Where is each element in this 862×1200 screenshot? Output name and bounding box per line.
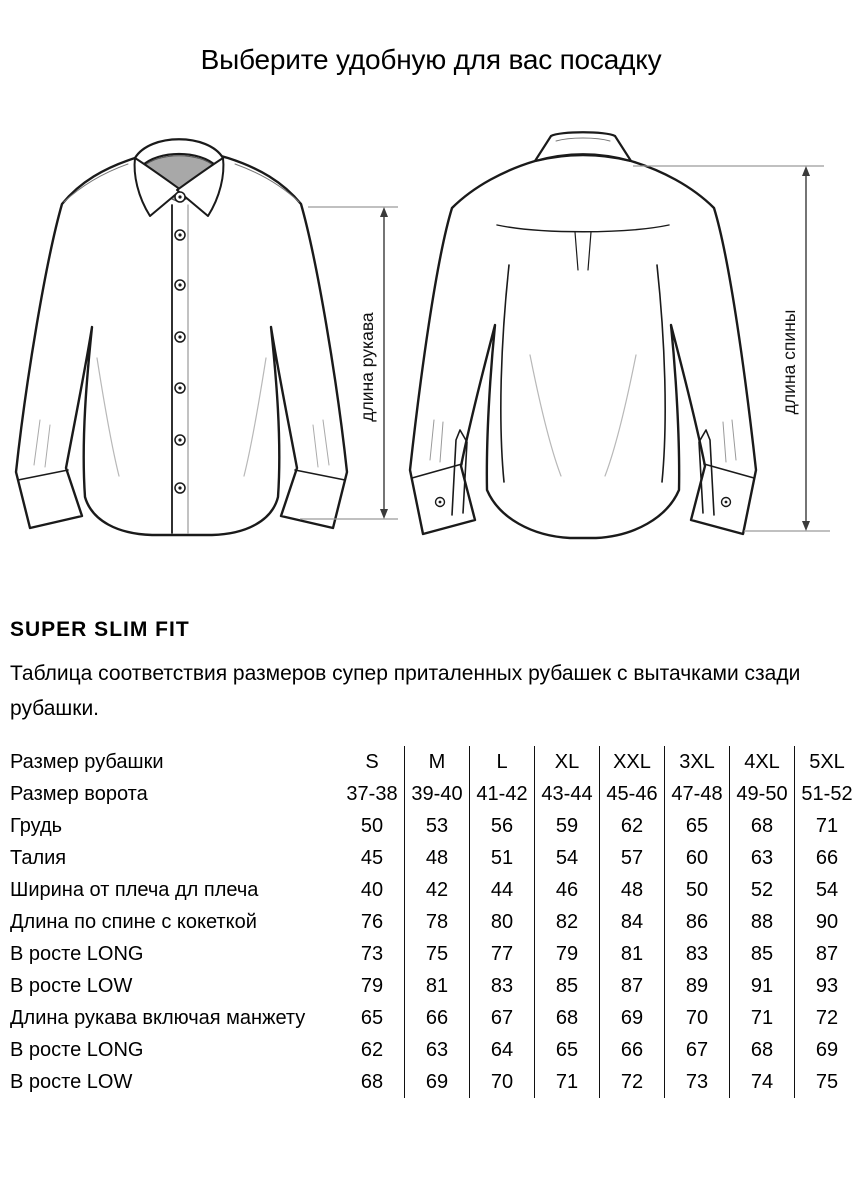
size-value-cell: 75 [405,938,470,970]
table-row [10,746,859,778]
size-value-cell: 60 [665,842,730,874]
size-value-cell: 65 [535,1034,600,1066]
size-value-cell: 42 [405,874,470,906]
shirt-front-drawing [16,139,347,535]
size-value-cell: 66 [405,1002,470,1034]
size-value-cell: 54 [795,874,860,906]
size-value-cell: 63 [730,842,795,874]
fit-heading: SUPER SLIM FIT [10,618,190,641]
row-label: В росте LONG [10,1038,144,1061]
row-label: Талия [10,846,67,869]
size-value-cell: 73 [360,942,384,965]
size-value-cell: 67 [470,1002,535,1034]
size-value-cell: M [405,746,470,778]
size-value-cell: 90 [795,906,860,938]
size-value-cell: 45 [360,846,384,869]
size-value-cell: 93 [795,970,860,1002]
size-table-body [10,746,859,1098]
size-value-cell: 81 [600,938,665,970]
size-value-cell: 68 [535,1002,600,1034]
table-row [10,970,859,1002]
row-label: В росте LONG [10,942,144,965]
back-dim-arrowhead-bottom [802,521,810,531]
size-value-cell: 69 [795,1034,860,1066]
size-value-cell: 50 [360,814,384,837]
size-value-cell: 83 [665,938,730,970]
shirt-diagram-svg [0,120,862,580]
size-value-cell: 63 [405,1034,470,1066]
size-value-cell: 51 [470,842,535,874]
size-value-cell: 67 [665,1034,730,1066]
table-row [10,810,859,842]
size-value-cell: 68 [730,1034,795,1066]
size-value-cell: 39-40 [405,778,470,810]
table-row [10,842,859,874]
size-value-cell: 3XL [665,746,730,778]
size-value-cell: 85 [535,970,600,1002]
row-label: Ширина от плеча дл плеча [10,878,259,901]
size-value-cell: 77 [470,938,535,970]
row-label: В росте LOW [10,1070,133,1093]
size-value-cell: 65 [360,1006,384,1029]
table-row [10,874,859,906]
size-value-cell: 40 [360,878,384,901]
size-value-cell: 88 [730,906,795,938]
size-value-cell: 71 [795,810,860,842]
size-value-cell: 62 [600,810,665,842]
shirt-diagram [0,120,862,580]
size-value-cell: 76 [360,910,384,933]
size-value-cell: 81 [405,970,470,1002]
size-value-cell: 46 [535,874,600,906]
size-value-cell: 49-50 [730,778,795,810]
shirt-back-drawing [410,132,756,538]
size-value-cell: 4XL [730,746,795,778]
size-value-cell: 72 [795,1002,860,1034]
fit-description: Таблица соответствия размеров супер приталенных рубашек с вытачками сзади рубашки. [10,662,801,720]
size-value-cell: 68 [360,1070,384,1093]
size-value-cell: 47-48 [665,778,730,810]
size-value-cell: L [470,746,535,778]
table-row [10,1066,859,1098]
size-value-cell: 84 [600,906,665,938]
size-value-cell: 69 [600,1002,665,1034]
size-value-cell: 71 [730,1002,795,1034]
table-row [10,906,859,938]
back-body-outline [410,155,756,538]
size-value-cell: 62 [360,1038,384,1061]
size-value-cell: 57 [600,842,665,874]
size-value-cell: 37-38 [346,782,398,805]
row-label: Размер ворота [10,782,148,805]
page-title: Выберите удобную для вас посадку [200,44,662,75]
size-value-cell: 50 [665,874,730,906]
size-value-cell: 48 [600,874,665,906]
size-value-cell: 48 [405,842,470,874]
size-value-cell: 73 [665,1066,730,1098]
row-label: Длина рукава включая манжету [10,1006,306,1029]
size-value-cell: 86 [665,906,730,938]
size-value-cell: 41-42 [470,778,535,810]
size-value-cell: S [365,750,379,773]
size-value-cell: 44 [470,874,535,906]
size-value-cell: 52 [730,874,795,906]
size-value-cell: 66 [795,842,860,874]
table-row [10,1002,859,1034]
row-label: Длина по спине с кокеткой [10,910,257,933]
size-value-cell: XL [535,746,600,778]
size-value-cell: 85 [730,938,795,970]
row-label: Размер рубашки [10,750,164,773]
size-value-cell: 70 [665,1002,730,1034]
size-value-cell: 51-52 [795,778,860,810]
size-value-cell: 69 [405,1066,470,1098]
size-value-cell: 59 [535,810,600,842]
size-value-cell: XXL [600,746,665,778]
size-value-cell: 70 [470,1066,535,1098]
size-value-cell: 43-44 [535,778,600,810]
size-value-cell: 79 [360,974,384,997]
size-value-cell: 5XL [795,746,860,778]
size-value-cell: 65 [665,810,730,842]
row-label: Грудь [10,814,63,837]
size-value-cell: 82 [535,906,600,938]
size-value-cell: 83 [470,970,535,1002]
table-row [10,1034,859,1066]
size-value-cell: 78 [405,906,470,938]
size-value-cell: 71 [535,1066,600,1098]
row-label: В росте LOW [10,974,133,997]
back-length-label: длина спины [779,309,799,415]
sleeve-dim-arrowhead-bottom [380,509,388,519]
size-value-cell: 91 [730,970,795,1002]
back-dim-arrowhead-top [802,166,810,176]
size-value-cell: 53 [405,810,470,842]
size-value-cell: 56 [470,810,535,842]
size-value-cell: 80 [470,906,535,938]
size-value-cell: 75 [795,1066,860,1098]
size-value-cell: 72 [600,1066,665,1098]
size-value-cell: 64 [470,1034,535,1066]
sleeve-dim-arrowhead-top [380,207,388,217]
size-table [10,746,859,1098]
size-value-cell: 66 [600,1034,665,1066]
size-value-cell: 68 [730,810,795,842]
sleeve-length-label: длина рукава [357,312,377,422]
front-body-outline [16,152,347,535]
size-value-cell: 54 [535,842,600,874]
size-value-cell: 89 [665,970,730,1002]
size-value-cell: 79 [535,938,600,970]
size-value-cell: 87 [600,970,665,1002]
size-value-cell: 87 [795,938,860,970]
size-value-cell: 74 [730,1066,795,1098]
table-row [10,938,859,970]
size-value-cell: 45-46 [600,778,665,810]
table-row [10,778,859,810]
